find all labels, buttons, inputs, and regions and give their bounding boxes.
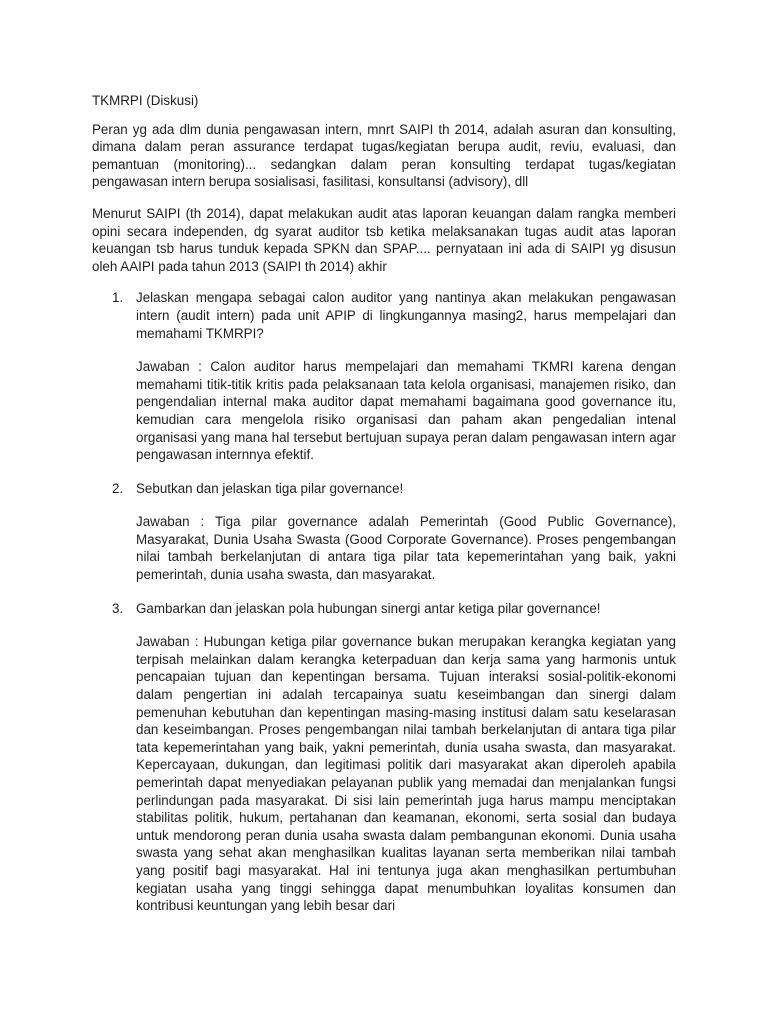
answer-text: Jawaban : Calon auditor harus mempelajari dan memahami TKMRI karena dengan memahami titik-titik kritis pada pelaksanaan tata kelola organisasi, manajemen risiko, dan pengendalian internal maka auditor dapat memahami bagaimana good governance itu, kemudian cara mengelola risiko organisasi dan paham akan pengedalian intenal organisasi yang mana hal tersebut bertujuan supaya peran dalam pengawasan intern agar pengawasan internnya efektif. xyxy=(136,359,676,463)
intro-paragraph-2: Menurut SAIPI (th 2014), dapat melakukan audit atas laporan keuangan dalam rangka memberi opini secara independen, dg syarat auditor tsb ketika melaksanakan tugas audit atas laporan keuangan tsb harus tunduk kepada SPKN dan SPAP.... pernyataan ini ada di SAIPI yg disusun oleh AAIPI pada tahun 2013 (SAIPI th 2014) akhir xyxy=(92,205,676,274)
question-item xyxy=(92,600,676,915)
question-text: Jelaskan mengapa sebagai calon auditor yang nantinya akan melakukan pengawasan intern (audit intern) pada unit APIP di lingkungannya masing2, harus mempelajari dan memahami TKMRPI? xyxy=(136,290,676,341)
question-number: 1. xyxy=(112,290,124,306)
question-number: 2. xyxy=(112,480,124,496)
answer-text: Jawaban : Hubungan ketiga pilar governance bukan merupakan kerangka kegiatan yang terpisah melainkan dalam kerangka keterpaduan dan kerja sama yang harmonis untuk pencapaian tujuan dan kepentingan bersama. Tujuan interaksi sosial-politik-ekonomi dalam pengertian ini adalah tercapainya suatu keseimbangan dan sinergi dalam pemenuhan kebutuhan dan kepentingan masing-masing institusi dalam satu keselarasan dan keseimbangan. Proses pengembangan nilai tambah berkelanjutan di antara tiga pilar tata kepemerintahan yang baik, yakni pemerintah, dunia usaha swasta, dan masyarakat. Kepercayaan, dukungan, dan legitimasi politik dari masyarakat akan diperoleh apabila pemerintah dapat menyediakan pelayanan publik yang memadai dan menjalankan fungsi perlindungan pada masyarakat. Di sisi lain pemerintah juga harus mampu menciptakan stabilitas politik, hukum, pertahanan dan keamanan, ekonomi, serta sosial dan budaya untuk mendorong peran dunia usaha swasta dalam pembangunan ekonomi. Dunia usaha swasta yang sehat akan menghasilkan kualitas layanan serta memberikan nilai tambah yang positif bagi masyarakat. Hal ini tentunya juga akan menghasilkan pertumbuhan kegiatan usaha yang tinggi sehingga dapat menumbuhkan loyalitas konsumen dan kontribusi keuntungan yang lebih besar dari xyxy=(136,634,676,914)
question-number: 3. xyxy=(112,600,124,616)
intro-paragraph-1: Peran yg ada dlm dunia pengawasan intern, mnrt SAIPI th 2014, adalah asuran dan konsulting, dimana dalam peran assurance terdapat tugas/kegiatan berupa audit, reviu, evaluasi, dan pemantuan (monitoring)... sedangkan dalam peran konsulting terdapat tugas/kegiatan pengawasan intern berupa sosialisasi, fasilitasi, konsultansi (advisory), dll xyxy=(92,121,676,190)
question-text: Gambarkan dan jelaskan pola hubungan sinergi antar ketiga pilar governance! xyxy=(136,600,601,616)
question-list xyxy=(92,289,676,914)
question-item xyxy=(92,480,676,584)
answer-text: Jawaban : Tiga pilar governance adalah Pemerintah (Good Public Governance), Masyarakat, Dunia Usaha Swasta (Good Corporate Governance). Proses pengembangan nilai tambah berkelanjutan di antara tiga pilar tata kepemerintahan yang baik, yakni pemerintah, dunia usaha swasta, dan masyarakat. xyxy=(136,514,676,583)
question-item xyxy=(92,289,676,463)
question-text: Sebutkan dan jelaskan tiga pilar governance! xyxy=(136,480,404,496)
document-title: TKMRPI (Diskusi) xyxy=(92,93,199,108)
